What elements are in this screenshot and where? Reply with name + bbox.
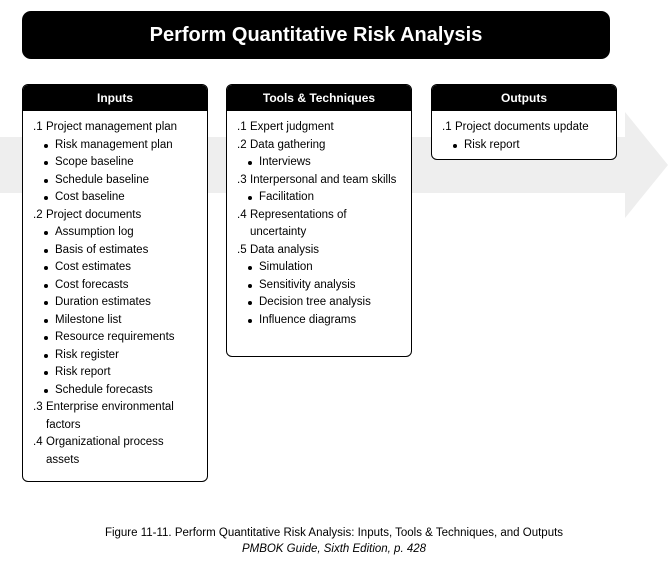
item-label: Project documents bbox=[46, 208, 142, 221]
item-number: .1 bbox=[237, 121, 247, 133]
sub-item: Sensitivity analysis bbox=[237, 277, 403, 295]
inputs-list bbox=[23, 111, 207, 475]
sub-item: Risk management plan bbox=[33, 137, 199, 155]
list-item bbox=[442, 119, 608, 137]
item-label: Project management plan bbox=[46, 121, 178, 133]
tools-box bbox=[226, 84, 412, 357]
item-number: .5 bbox=[237, 243, 247, 256]
outputs-box bbox=[431, 84, 617, 160]
sub-item: Cost baseline bbox=[33, 189, 199, 207]
figure-caption: Figure 11-11. Perform Quantitative Risk Analysis: Inputs, Tools & Techniques, and Outputs bbox=[104, 527, 564, 539]
sub-item: Duration estimates bbox=[33, 294, 199, 312]
sub-item: Schedule forecasts bbox=[33, 382, 199, 400]
list-item bbox=[33, 119, 199, 137]
tools-list bbox=[227, 111, 411, 335]
sub-item: Interviews bbox=[237, 154, 403, 172]
item-label: Enterprise environmental factors bbox=[46, 401, 174, 431]
item-number: .4 bbox=[237, 208, 247, 221]
inputs-box bbox=[22, 84, 208, 482]
sub-item: Schedule baseline bbox=[33, 172, 199, 190]
sub-item: Risk report bbox=[442, 137, 608, 155]
outputs-list bbox=[432, 111, 616, 160]
list-item bbox=[237, 172, 403, 190]
list-item bbox=[237, 137, 403, 155]
item-label: Representations of uncertainty bbox=[250, 208, 347, 238]
item-label: Interpersonal and team skills bbox=[250, 173, 397, 186]
item-label: Project documents update bbox=[455, 121, 589, 133]
sub-item: Assumption log bbox=[33, 224, 199, 242]
sub-item: Facilitation bbox=[237, 189, 403, 207]
tools-header: Tools & Techniques bbox=[227, 85, 411, 111]
item-label: Data analysis bbox=[250, 243, 320, 256]
item-label: Data gathering bbox=[250, 138, 326, 151]
list-item bbox=[33, 207, 199, 225]
list-item bbox=[237, 242, 403, 260]
sub-item: Resource requirements bbox=[33, 329, 199, 347]
sub-item: Milestone list bbox=[33, 312, 199, 330]
item-number: .3 bbox=[33, 401, 43, 413]
list-item bbox=[237, 207, 403, 242]
figure-source: PMBOK Guide, Sixth Edition, p. 428 bbox=[241, 543, 427, 555]
sub-item: Basis of estimates bbox=[33, 242, 199, 260]
list-item bbox=[33, 399, 199, 434]
list-item bbox=[33, 434, 199, 469]
outputs-header: Outputs bbox=[432, 85, 616, 111]
sub-item: Decision tree analysis bbox=[237, 294, 403, 312]
item-number: .1 bbox=[442, 121, 452, 133]
item-number: .4 bbox=[33, 436, 43, 448]
item-number: .2 bbox=[33, 208, 43, 221]
list-item bbox=[237, 119, 403, 137]
sub-item: Cost estimates bbox=[33, 259, 199, 277]
sub-item: Risk register bbox=[33, 347, 199, 365]
sub-item: Cost forecasts bbox=[33, 277, 199, 295]
item-label: Organizational process assets bbox=[46, 436, 164, 466]
sub-item: Scope baseline bbox=[33, 154, 199, 172]
sub-item: Simulation bbox=[237, 259, 403, 277]
diagram-title: Perform Quantitative Risk Analysis bbox=[22, 11, 610, 59]
item-number: .3 bbox=[237, 173, 247, 186]
item-label: Expert judgment bbox=[250, 121, 334, 133]
item-number: .2 bbox=[237, 138, 247, 151]
sub-item: Risk report bbox=[33, 364, 199, 382]
item-number: .1 bbox=[33, 121, 43, 133]
inputs-header: Inputs bbox=[23, 85, 207, 111]
sub-item: Influence diagrams bbox=[237, 312, 403, 330]
